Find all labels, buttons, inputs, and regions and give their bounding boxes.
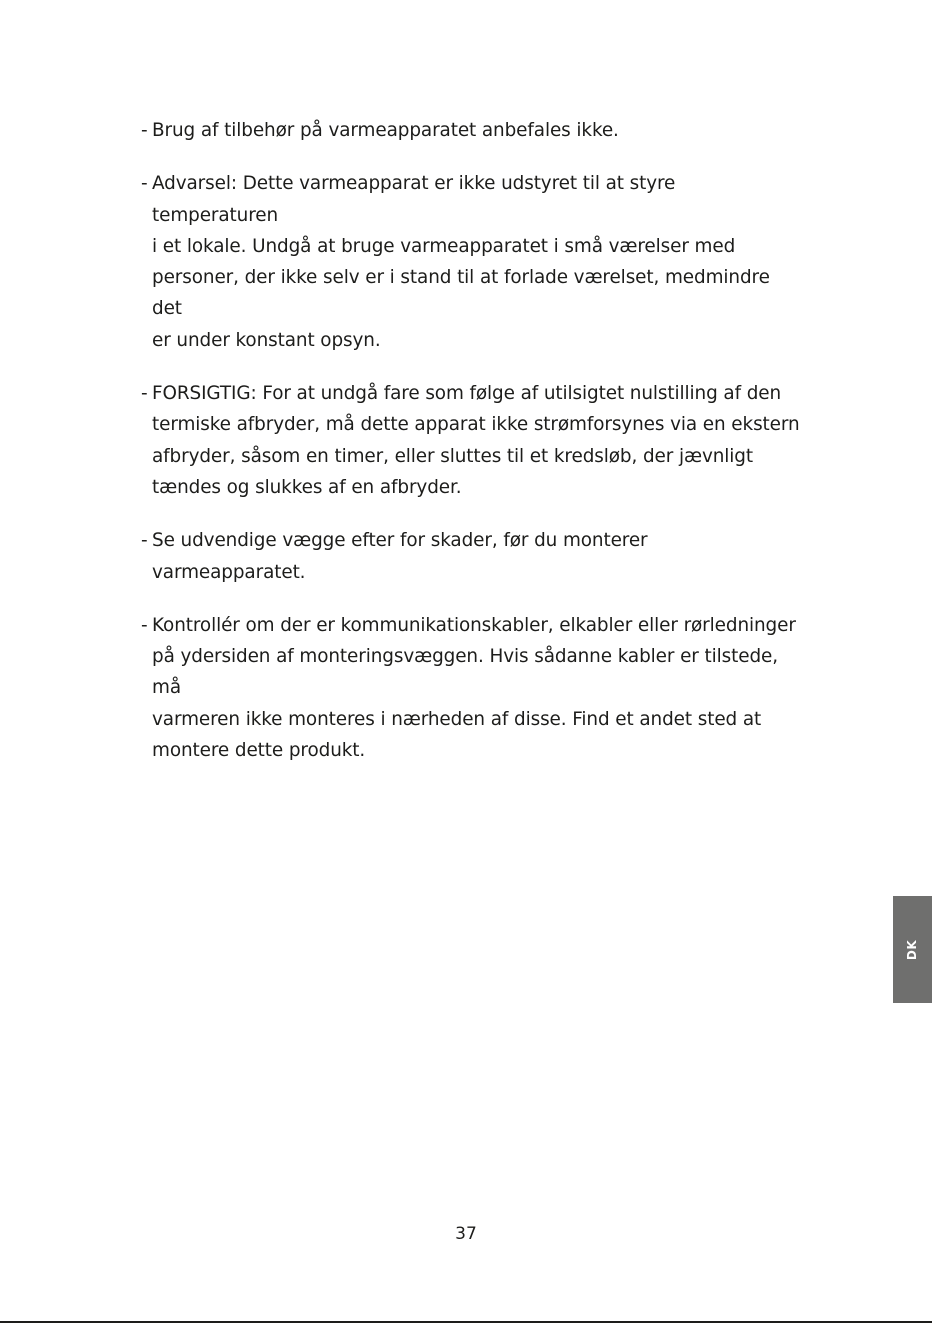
page-number: 37	[455, 1224, 477, 1244]
list-item-text: Kontrollér om der er kommunikationskabler, elkabler eller rørledninger på ydersiden af monteringsvæggen. Hvis sådanne kabler er tilstede, må varmeren ikke monteres i nærheden af disse. Find et andet sted at montere dette produkt.	[152, 614, 796, 762]
list-item	[141, 168, 801, 356]
list-item	[141, 378, 801, 503]
language-tab-label: DK	[905, 939, 920, 960]
list-item	[141, 610, 801, 766]
list-item-text: FORSIGTIG: For at undgå fare som følge af utilsigtet nulstilling af den termiske afbryder, må dette apparat ikke strømforsynes via en ekstern afbryder, såsom en timer, eller sluttes til et kredsløb, der jævnligt tændes og slukkes af en afbryder.	[152, 383, 800, 498]
list-marker: -	[141, 120, 148, 141]
list-item	[141, 115, 801, 146]
language-tab	[893, 896, 932, 1003]
list-item-text: Advarsel: Dette varmeapparat er ikke udstyret til at styre temperaturen i et lokale. Undgå at bruge varmeapparatet i små værelser med personer, der ikke selv er i stand til at forlade værelset, medmindre det er under konstant opsyn.	[152, 173, 770, 351]
list-marker: -	[141, 173, 148, 195]
list-marker: -	[141, 530, 148, 552]
list-item-text: Brug af tilbehør på varmeapparatet anbefales ikke.	[152, 120, 619, 141]
list-marker: -	[141, 383, 148, 405]
list-marker: -	[141, 614, 148, 636]
safety-instructions-list	[141, 115, 801, 788]
list-item-text: Se udvendige vægge efter for skader, før du monterer varmeapparatet.	[152, 530, 648, 583]
list-item	[141, 525, 801, 588]
